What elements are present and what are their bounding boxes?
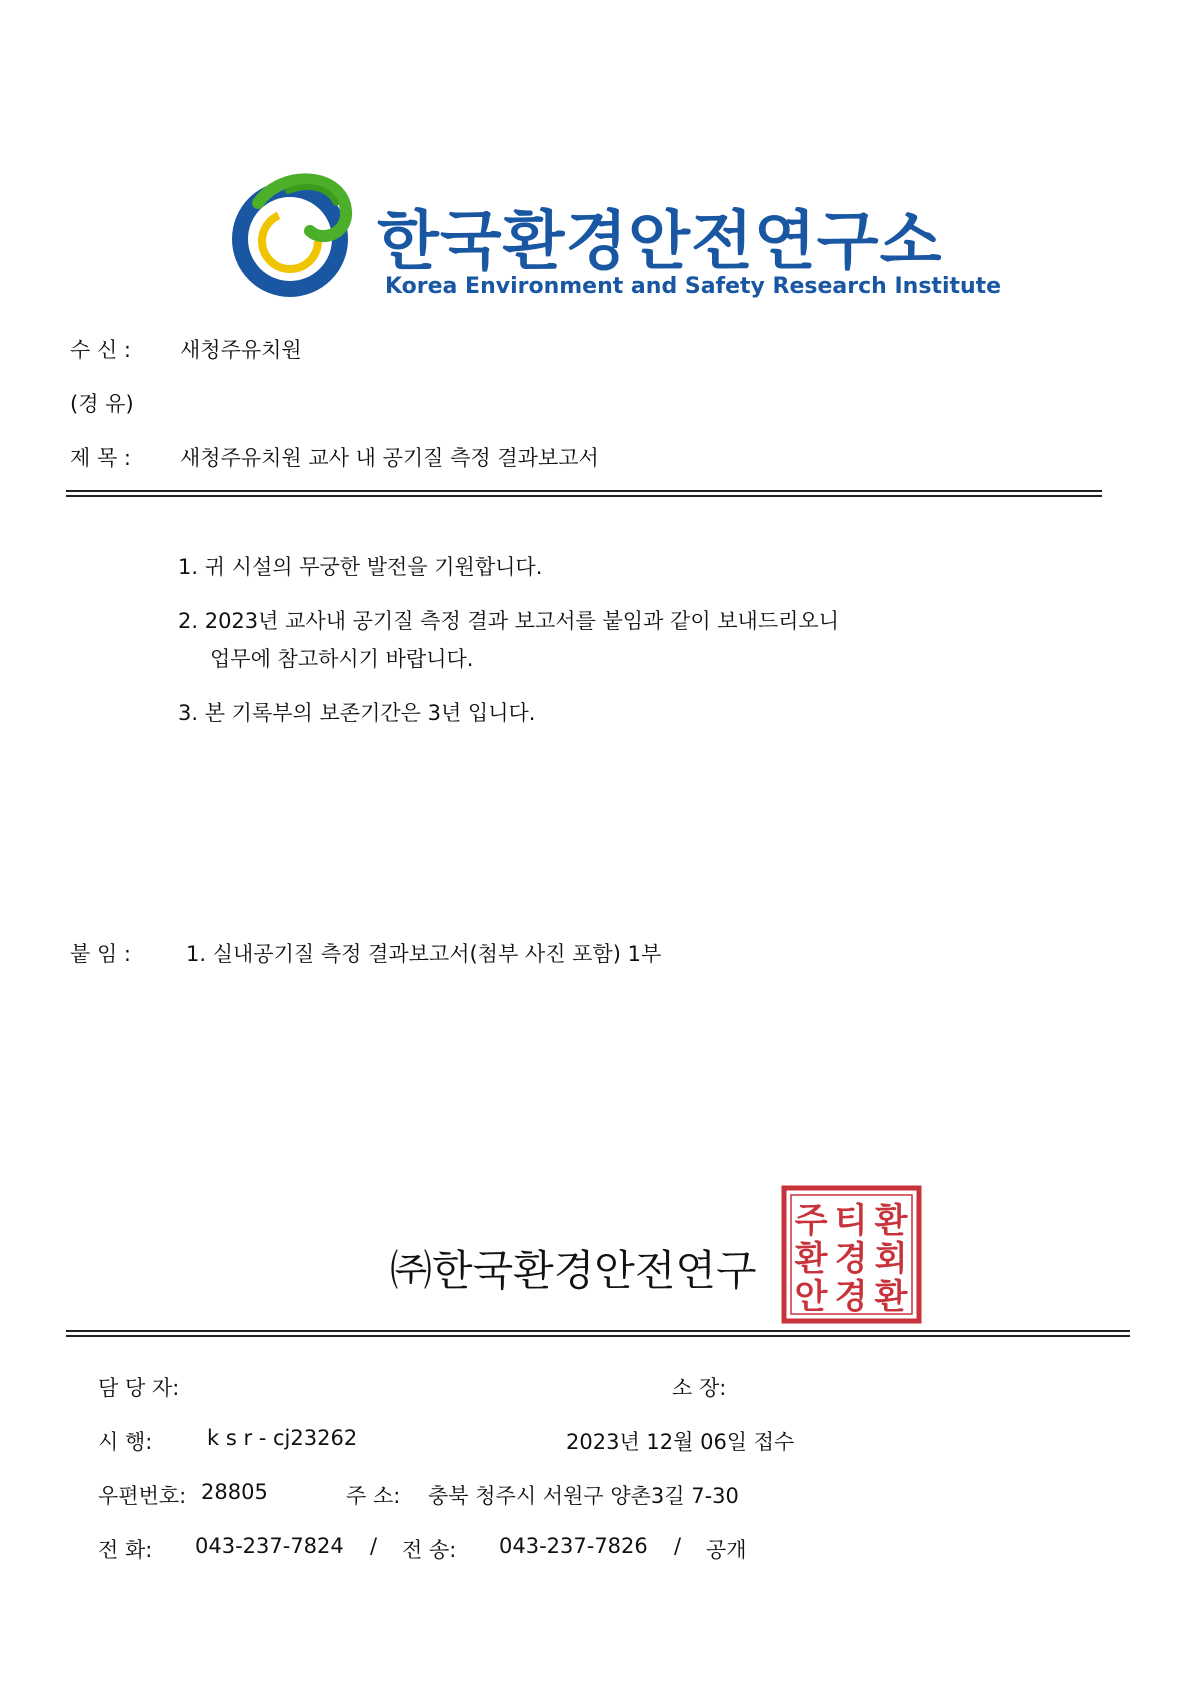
seal-glyph: 회 xyxy=(874,1239,908,1279)
seal-glyph: 경 xyxy=(834,1239,868,1279)
seal-glyph: 경 xyxy=(834,1277,868,1317)
body-item-2-continued: 업무에 참고하시기 바랍니다. xyxy=(210,647,474,671)
address-label: 주 소: xyxy=(346,1484,401,1508)
separator-1: / xyxy=(370,1534,378,1558)
attachment-label: 붙 임 : xyxy=(70,942,131,966)
postal-code-value: 28805 xyxy=(201,1480,268,1504)
seal-glyph: 환 xyxy=(794,1239,828,1279)
body-item-2: 2. 2023년 교사내 공기질 측정 결과 보고서를 붙임과 같이 보내드리오니 xyxy=(178,609,839,633)
postal-code-label: 우편번호: xyxy=(98,1484,187,1508)
body-item-3: 3. 본 기록부의 보존기간은 3년 입니다. xyxy=(178,701,536,725)
enforce-number: k s r - cj23262 xyxy=(207,1426,358,1450)
institute-logo-icon xyxy=(228,173,360,301)
header-divider-bottom xyxy=(66,495,1102,497)
disclosure-status: 공개 xyxy=(706,1538,747,1562)
seal-glyph: 환 xyxy=(874,1277,908,1317)
phone-value: 043-237-7824 xyxy=(195,1534,344,1558)
issuer-name: ㈜한국환경안전연구 xyxy=(390,1246,757,1295)
subject-label: 제 목 : xyxy=(70,446,131,470)
footer-divider-top xyxy=(66,1330,1130,1332)
seal-glyph: 주 xyxy=(794,1201,828,1241)
seal-glyph: 환 xyxy=(874,1201,908,1241)
institute-name-korean: 한국환경안전연구소 xyxy=(377,205,943,279)
receipt-date: 2023년 12월 06일 접수 xyxy=(566,1430,795,1454)
seal-glyph: 티 xyxy=(834,1201,868,1241)
official-seal-stamp xyxy=(780,1184,923,1325)
header-divider-top xyxy=(66,490,1102,492)
fax-label: 전 송: xyxy=(402,1538,457,1562)
director-label: 소 장: xyxy=(672,1376,727,1400)
seal-glyph: 안 xyxy=(794,1277,828,1317)
fax-value: 043-237-7826 xyxy=(499,1534,648,1558)
address-value: 충북 청주시 서원구 양촌3길 7-30 xyxy=(428,1484,739,1508)
recipient-label: 수 신 : xyxy=(70,338,131,362)
attachment-value: 1. 실내공기질 측정 결과보고서(첨부 사진 포함) 1부 xyxy=(186,942,662,966)
subject-value: 새청주유치원 교사 내 공기질 측정 결과보고서 xyxy=(180,446,599,470)
phone-label: 전 화: xyxy=(98,1538,153,1562)
enforce-label: 시 행: xyxy=(98,1430,153,1454)
body-item-1: 1. 귀 시설의 무궁한 발전을 기원합니다. xyxy=(178,555,543,579)
via-label: (경 유) xyxy=(70,392,134,416)
manager-label: 담 당 자: xyxy=(98,1376,180,1400)
separator-2: / xyxy=(674,1534,682,1558)
recipient-value: 새청주유치원 xyxy=(180,338,302,362)
institute-name-english: Korea Environment and Safety Research Institute xyxy=(385,274,1002,299)
footer-divider-bottom xyxy=(66,1335,1130,1337)
